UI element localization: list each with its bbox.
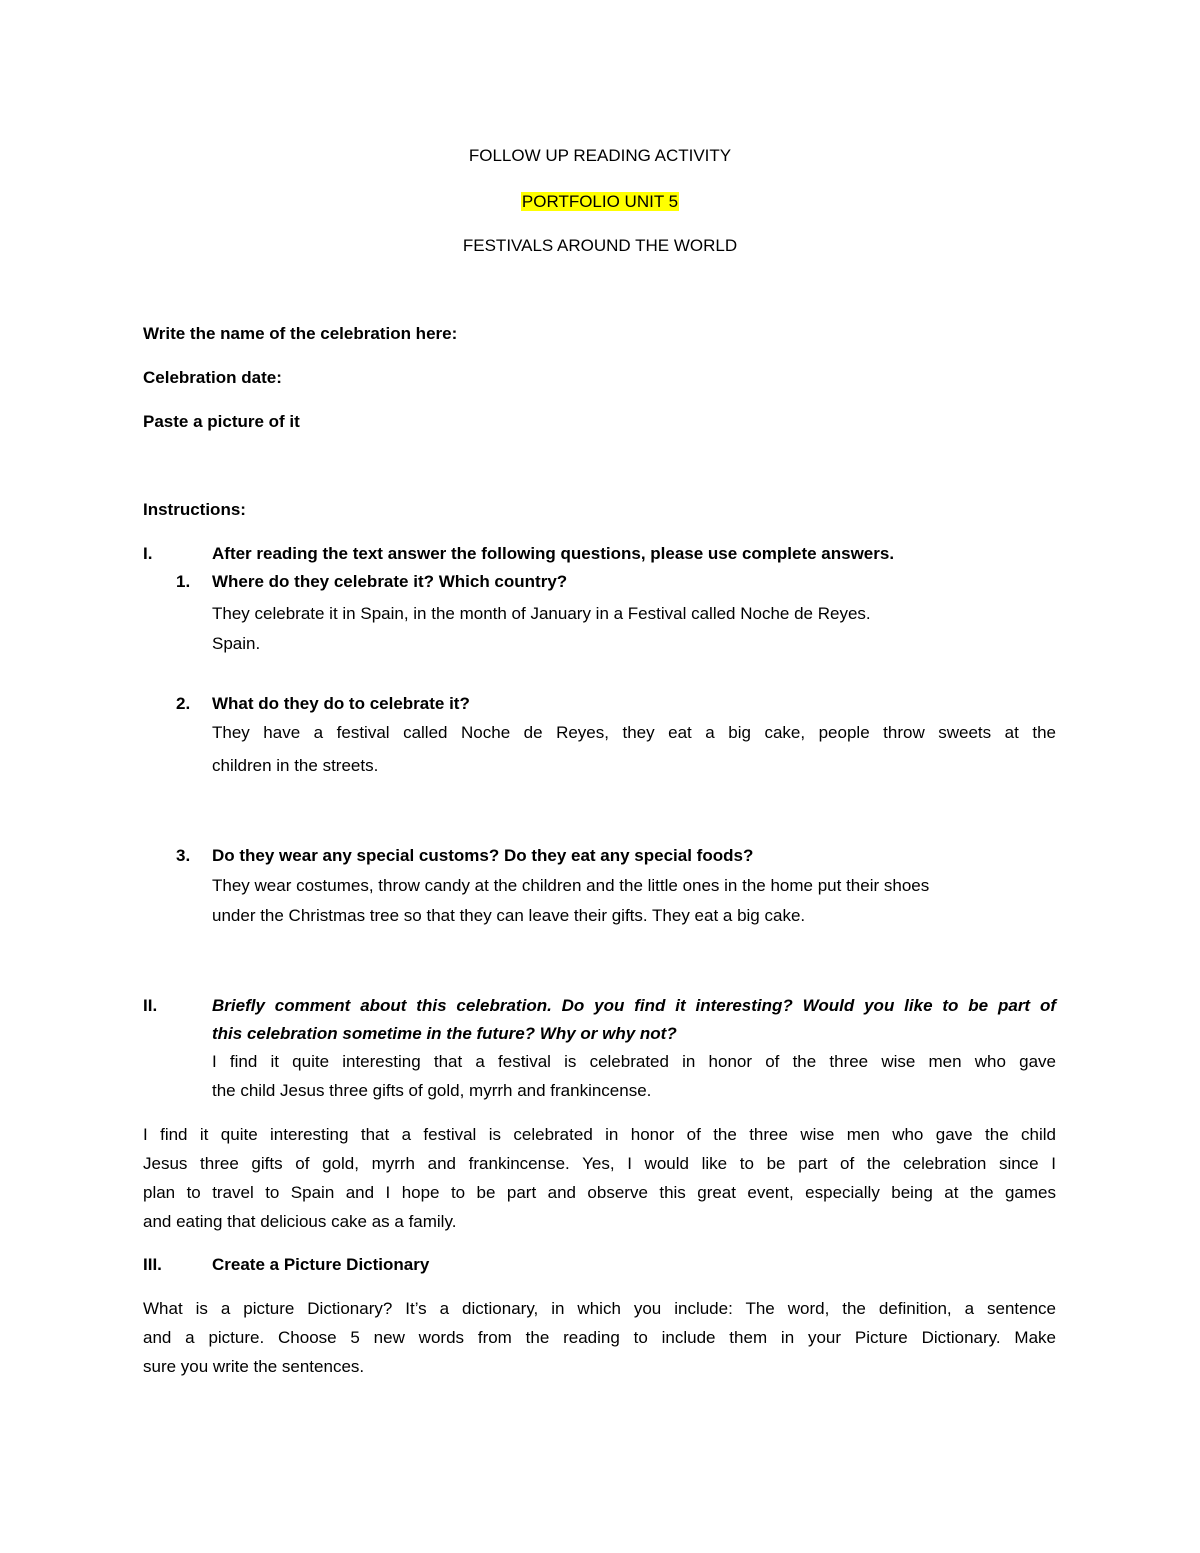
- document-title: FOLLOW UP READING ACTIVITY: [468, 146, 732, 165]
- answer-1-line-2: Spain.: [212, 634, 261, 653]
- section-1-heading: After reading the text answer the following questions, please use complete answers.: [212, 544, 895, 563]
- section-1-numeral: I.: [143, 544, 153, 563]
- comment-paragraph-line-1: I find it quite interesting that a festival is celebrated in honor of the three wise men who gave the child: [143, 1125, 1056, 1144]
- question-3-text: Do they wear any special customs? Do they eat any special foods?: [212, 846, 754, 865]
- instructions-label: Instructions:: [143, 500, 246, 519]
- question-3-number: 3.: [176, 846, 191, 865]
- answer-1-line-1: They celebrate it in Spain, in the month of January in a Festival called Noche de Reyes.: [212, 604, 871, 623]
- section-2-numeral: II.: [143, 996, 158, 1015]
- answer-3-line-2: under the Christmas tree so that they can leave their gifts. They eat a big cake.: [212, 906, 806, 925]
- celebration-date-label: Celebration date:: [143, 368, 282, 387]
- answer-2-line-1: They have a festival called Noche de Reyes, they eat a big cake, people throw sweets at the: [212, 723, 1056, 742]
- portfolio-heading: PORTFOLIO UNIT 5: [521, 192, 679, 211]
- section-3-body-line-2: and a picture. Choose 5 new words from the reading to include them in your Picture Dictionary. Make: [143, 1328, 1056, 1347]
- celebration-name-label: Write the name of the celebration here:: [143, 324, 458, 343]
- comment-paragraph-line-2: Jesus three gifts of gold, myrrh and frankincense. Yes, I would like to be part of the celebration since I: [143, 1154, 1056, 1173]
- question-1-text: Where do they celebrate it? Which country?: [212, 572, 568, 591]
- portfolio-heading-wrap: [0, 191, 1200, 213]
- question-2-number: 2.: [176, 694, 191, 713]
- section-3-body-line-3: sure you write the sentences.: [143, 1357, 365, 1376]
- comment-paragraph-line-4: and eating that delicious cake as a family.: [143, 1212, 457, 1231]
- section-2-answer-line-2: the child Jesus three gifts of gold, myrrh and frankincense.: [212, 1081, 652, 1100]
- section-3-body-line-1: What is a picture Dictionary? It’s a dictionary, in which you include: The word, the definition, a sentence: [143, 1299, 1056, 1318]
- question-1-number: 1.: [176, 572, 191, 591]
- document-subtitle: FESTIVALS AROUND THE WORLD: [462, 236, 738, 255]
- section-3-heading: Create a Picture Dictionary: [212, 1255, 430, 1274]
- paste-picture-label: Paste a picture of it: [143, 412, 300, 431]
- section-2-prompt-line-1: Briefly comment about this celebration. Do you find it interesting? Would you like to be part of: [212, 996, 1056, 1015]
- section-2-answer-line-1: I find it quite interesting that a festival is celebrated in honor of the three wise men who gave: [212, 1052, 1056, 1071]
- answer-2-line-2: children in the streets.: [212, 756, 379, 775]
- comment-paragraph-line-3: plan to travel to Spain and I hope to be part and observe this great event, especially being at the games: [143, 1183, 1056, 1202]
- answer-3-line-1: They wear costumes, throw candy at the children and the little ones in the home put their shoes: [212, 876, 930, 895]
- question-2-text: What do they do to celebrate it?: [212, 694, 470, 713]
- section-3-numeral: III.: [143, 1255, 162, 1274]
- section-2-prompt-line-2: this celebration sometime in the future? Why or why not?: [212, 1024, 677, 1043]
